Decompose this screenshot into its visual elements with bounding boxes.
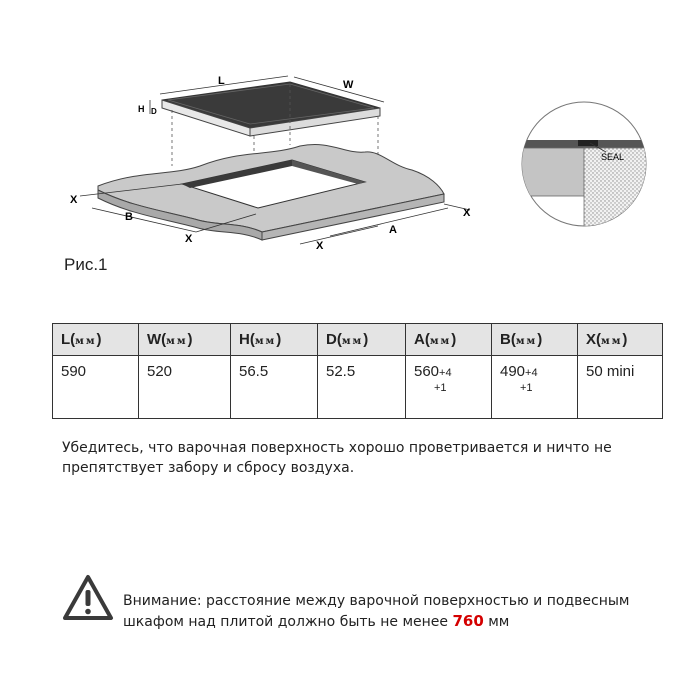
dim-label-w: W bbox=[343, 79, 354, 91]
dim-label-d: D bbox=[151, 107, 157, 116]
header-l-unit: мм bbox=[75, 336, 97, 347]
header-d-letter: D bbox=[326, 331, 337, 348]
header-d-unit: мм bbox=[341, 336, 364, 347]
value-a-cell bbox=[406, 356, 492, 419]
header-b-letter: B bbox=[500, 331, 511, 348]
warning-distance-value: 760 bbox=[452, 612, 484, 630]
header-b-unit: мм bbox=[515, 336, 538, 347]
header-d: D(мм) bbox=[318, 324, 406, 356]
tolerance-a-plus: +4 bbox=[439, 367, 452, 379]
installation-diagram bbox=[0, 0, 700, 290]
warning-triangle-icon bbox=[62, 574, 114, 622]
value-d: 52.5 bbox=[318, 356, 406, 419]
seal-detail bbox=[520, 102, 664, 228]
value-a: 560 bbox=[414, 363, 440, 380]
tolerance-b-plus: +4 bbox=[525, 367, 538, 379]
header-l: L(мм) bbox=[53, 324, 139, 356]
tolerance-a-minus: +1 bbox=[434, 382, 447, 394]
header-a-unit: мм bbox=[429, 336, 452, 347]
header-x-letter: X bbox=[586, 331, 597, 348]
value-l: 590 bbox=[53, 356, 139, 419]
dim-label-h: H bbox=[138, 104, 145, 114]
dim-label-a: A bbox=[389, 224, 397, 236]
value-x: 50 mini bbox=[578, 356, 663, 419]
value-b-cell bbox=[492, 356, 578, 419]
table-row bbox=[53, 356, 663, 419]
dimensions-table bbox=[52, 323, 663, 419]
header-w-letter: W bbox=[147, 331, 162, 348]
warning-text-start: Внимание: расстояние между варочной поверхностью и подвесным шкафом над плитой должно быть не менее bbox=[123, 593, 630, 630]
header-h-letter: H bbox=[239, 331, 250, 348]
seal-label: SEAL bbox=[601, 152, 625, 162]
ventilation-note: Убедитесь, что варочная поверхность хорошо проветривается и ничто не препятствует забору и сбросу воздуха. bbox=[62, 440, 612, 476]
dim-label-x-left: X bbox=[70, 194, 78, 206]
value-b: 490 bbox=[500, 363, 526, 380]
figure-caption: Рис.1 bbox=[64, 255, 108, 274]
dim-label-x-bottom: X bbox=[185, 233, 193, 245]
header-h-unit: мм bbox=[254, 336, 277, 347]
value-w: 520 bbox=[139, 356, 231, 419]
header-w: W(мм) bbox=[139, 324, 231, 356]
header-a: A(мм) bbox=[406, 324, 492, 356]
header-w-unit: мм bbox=[166, 336, 188, 347]
dim-label-x-front: X bbox=[316, 240, 324, 252]
header-h: H(мм) bbox=[231, 324, 318, 356]
warning-text bbox=[123, 591, 683, 632]
header-x: X(мм) bbox=[578, 324, 663, 356]
header-b: B(мм) bbox=[492, 324, 578, 356]
header-l-letter: L bbox=[61, 331, 71, 348]
header-a-letter: A bbox=[414, 331, 425, 348]
warning-text-end: мм bbox=[483, 614, 510, 630]
dim-label-b: B bbox=[125, 211, 133, 223]
header-x-unit: мм bbox=[601, 336, 623, 347]
dim-label-x-right: X bbox=[463, 207, 471, 219]
tolerance-b-minus: +1 bbox=[520, 382, 533, 394]
value-h: 56.5 bbox=[231, 356, 318, 419]
table-header-row bbox=[53, 324, 663, 356]
dim-label-l: L bbox=[218, 75, 225, 87]
